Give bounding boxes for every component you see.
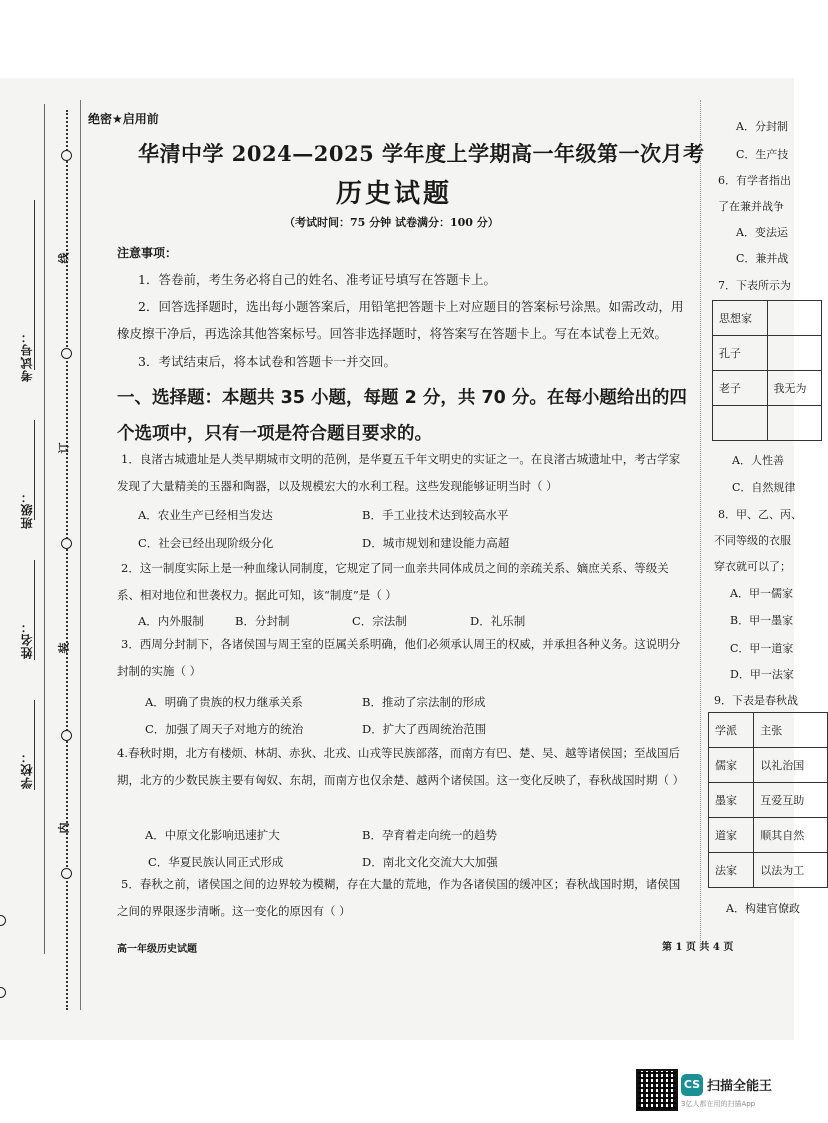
secret-label: 绝密★启用前 [88, 112, 159, 126]
camscanner-name: 扫描全能王 [707, 1079, 773, 1094]
table-cell: 主张 [754, 713, 828, 748]
option[interactable]: C．社会已经出现阶级分化 [138, 536, 274, 550]
fragment-line: 了在兼并战争 [718, 200, 784, 213]
binding-hole [61, 730, 72, 741]
fragment-line: 9．下表是春秋战 [714, 694, 798, 707]
table-cell: 法家 [709, 853, 754, 888]
option[interactable]: C．宗法制 [352, 614, 407, 628]
page-number: 第 1 页 共 4 页 [662, 942, 734, 953]
binding-border [44, 104, 45, 954]
footer-subject: 高一年级历史试题 [117, 944, 197, 955]
page-divider [700, 100, 702, 950]
option[interactable]: A．内外服制 [138, 614, 204, 628]
question-stem: 4.春秋时期，北方有楼烦、林胡、赤狄、北戎、山戎等民族部落，而南方有巴、楚、吴、越等诸侯国；至战国后期，北方的少数民族主要有匈奴、东胡，而南方也仅余楚、越两个诸侯国。这一变化反映了，春秋战国时期（ ） [117, 746, 685, 787]
next-page-fragment [708, 100, 807, 940]
fragment-line: A．构建官僚政 [726, 902, 800, 915]
table-cell: 儒家 [709, 748, 754, 783]
option[interactable]: D．城市规划和建设能力高超 [362, 536, 510, 550]
binding-hole [61, 868, 72, 879]
fragment-line: A．分封制 [736, 120, 788, 133]
subject-title: 历史试题 [335, 179, 452, 209]
fragment-line: 8．甲、乙、丙、 [718, 508, 802, 521]
binding-mark-line: 线 [57, 252, 71, 264]
binding-hole [61, 348, 72, 359]
option[interactable]: D．南北文化交流大大加强 [362, 855, 498, 869]
binding-hole [61, 150, 72, 161]
binding-mark-order: 订 [57, 442, 71, 454]
fragment-line: A．变法运 [736, 226, 788, 239]
notice-heading: 注意事项： [117, 246, 178, 260]
option[interactable]: B．手工业技术达到较高水平 [362, 508, 509, 522]
fragment-line: C．甲一道家 [730, 642, 794, 655]
exam-number-label: 考试号： [20, 330, 34, 382]
exam-number-blank[interactable] [34, 200, 35, 370]
table-cell: 以法为工 [754, 853, 828, 888]
table-cell [767, 406, 822, 441]
table-cell [767, 301, 822, 336]
fragment-line: 不同等级的衣服 [714, 534, 791, 547]
section-heading: 一、选择题：本题共 35 小题，每题 2 分，共 70 分。在每小题给出的四个选项中，只有一项是符合题目要求的。 [117, 388, 687, 444]
option[interactable]: C．加强了周天子对地方的统治 [145, 722, 304, 736]
question-stem: 1．良渚古城遗址是人类早期城市文明的范例，是华夏五千年文明史的实证之一。在良渚古城遗址中，考古学家发现了大量精美的玉器和陶器，以及规模宏大的水利工程。这些发现能够证明当时（ ） [117, 452, 681, 493]
table-cell: 老子 [713, 371, 768, 406]
question-stem: 5．春秋之前，诸侯国之间的边界较为模糊，存在大量的荒地，作为各诸侯国的缓冲区；春秋战国时期，诸侯国之间的界限逐步清晰。这一变化的原因有（ ） [117, 877, 681, 918]
fragment-line: 6．有学者指出 [718, 174, 791, 187]
option[interactable]: C．华夏民族认同正式形成 [148, 855, 284, 869]
table-cell: 我无为 [767, 371, 822, 406]
binding-mark-pack: 装 [57, 642, 71, 654]
table-q7 [712, 300, 822, 441]
fragment-line: A．人性善 [732, 454, 784, 467]
name-blank[interactable] [34, 560, 35, 660]
fragment-line: B．甲一墨家 [730, 614, 794, 627]
notice-item: 1．答卷前，考生务必将自己的姓名、准考证号填写在答题卡上。 [138, 272, 496, 287]
option[interactable]: B．分封制 [235, 614, 290, 628]
question-stem: 2．这一制度实际上是一种血缘认同制度，它规定了同一血亲共同体成员之间的亲疏关系、嫡庶关系、等级关系、相对地位和世袭权力。据此可知，该“制度”是（ ） [117, 561, 669, 602]
table-q9 [708, 712, 828, 888]
fragment-line: C．自然规律 [732, 481, 796, 494]
binding-inner-border [80, 100, 81, 1010]
question-stem: 3．西周分封制下，各诸侯国与周王室的臣属关系明确，他们必须承认周王的权威，并承担各种义务。这说明分封制的实施（ ） [117, 637, 681, 678]
school-label: 学校： [20, 750, 34, 789]
option[interactable]: B．孕育着走向统一的趋势 [362, 828, 497, 842]
exam-info: （考试时间：75 分钟 试卷满分：100 分） [284, 216, 499, 229]
binding-hole [61, 538, 72, 549]
option[interactable]: D．扩大了西周统治范围 [362, 722, 487, 736]
option[interactable]: A．中原文化影响迅速扩大 [145, 828, 280, 842]
fragment-line: 穿衣就可以了； [714, 560, 791, 573]
table-cell: 道家 [709, 818, 754, 853]
fragment-line: D．甲一法家 [730, 668, 794, 681]
table-cell: 顺其自然 [754, 818, 828, 853]
option[interactable]: B．推动了宗法制的形成 [362, 695, 486, 709]
binding-mark-inner: 内 [57, 822, 71, 834]
table-cell: 墨家 [709, 783, 754, 818]
notice-item: 2．回答选择题时，选出每小题答案后，用铅笔把答题卡上对应题目的答案标号涂黑。如需改动，用橡皮擦干净后，再选涂其他答案标号。回答非选择题时，将答案写在答题卡上。写在本试卷上无效。 [117, 299, 684, 341]
option[interactable]: A．明确了贵族的权力继承关系 [145, 695, 303, 709]
class-blank[interactable] [34, 420, 35, 520]
qr-code-icon [636, 1069, 678, 1111]
table-cell: 思想家 [713, 301, 768, 336]
camscanner-logo: CS [681, 1074, 703, 1096]
school-blank[interactable] [34, 700, 35, 790]
option[interactable]: A．农业生产已经相当发达 [138, 508, 273, 522]
table-cell [713, 406, 768, 441]
class-label: 班级： [20, 490, 34, 529]
fragment-line: 7．下表所示为 [718, 279, 791, 292]
fragment-line: C．兼并战 [736, 252, 789, 265]
fragment-line: A．甲一儒家 [730, 587, 793, 600]
fragment-line: C．生产技 [736, 148, 789, 161]
table-cell: 学派 [709, 713, 754, 748]
table-cell: 孔子 [713, 336, 768, 371]
exam-title: 华清中学 2024—2025 学年度上学期高一年级第一次月考 [138, 141, 705, 166]
table-cell [767, 336, 822, 371]
notice-item: 3．考试结束后，将本试卷和答题卡一并交回。 [138, 354, 396, 369]
option[interactable]: D．礼乐制 [470, 614, 526, 628]
table-cell: 互爱互助 [754, 783, 828, 818]
camscanner-slogan: 3亿人都在用的扫描App [681, 1100, 756, 1108]
table-cell: 以礼治国 [754, 748, 828, 783]
name-label: 姓名： [20, 620, 34, 659]
